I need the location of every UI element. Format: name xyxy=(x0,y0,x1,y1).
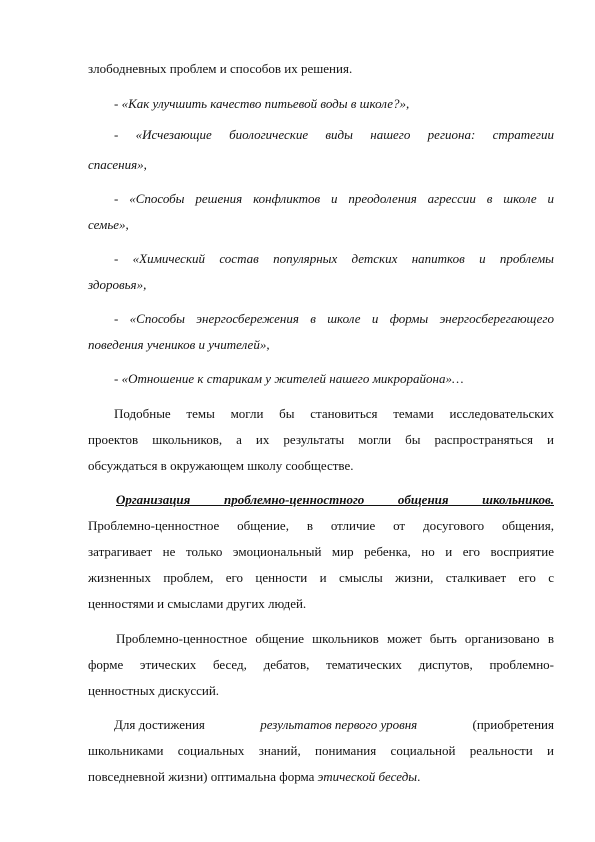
paragraph-line: злободневных проблем и способов их решения. xyxy=(88,61,353,76)
paragraph-line: проектов школьников, а их результаты могли бы распространяться и xyxy=(88,432,554,447)
paragraph-line: Проблемно-ценностное общение, в отличие от досугового общения, xyxy=(88,518,554,533)
topic-list-item-continuation: здоровья», xyxy=(88,277,147,292)
text-run: Для достижения xyxy=(114,717,205,732)
paragraph-line: форме этических бесед, дебатов, тематических диспутов, проблемно- xyxy=(88,657,554,672)
topic-list-item: - «Как улучшить качество питьевой воды в школе?», xyxy=(114,96,410,111)
topic-list-item: - «Способы решения конфликтов и преодоления агрессии в школе и xyxy=(114,191,554,206)
paragraph-line: школьниками социальных знаний, понимания социальной реальности и xyxy=(88,743,554,758)
paragraph-line xyxy=(114,717,554,733)
topic-list-item: - «Отношение к старикам у жителей нашего микрорайона»… xyxy=(114,371,464,386)
paragraph-line: Подобные темы могли бы становиться темами исследовательских xyxy=(114,406,554,421)
topic-list-item: - «Химический состав популярных детских напитков и проблемы xyxy=(114,251,554,266)
topic-list-item-continuation: семье», xyxy=(88,217,129,232)
paragraph-line xyxy=(88,769,554,785)
paragraph-line: ценностями и смыслами других людей. xyxy=(88,596,307,611)
topic-list-item-continuation: спасения», xyxy=(88,157,147,172)
topic-list-item: - «Способы энергосбережения в школе и формы энергосберегающего xyxy=(114,311,554,326)
paragraph-line: затрагивает не только эмоциональный мир ребенка, но и его восприятие xyxy=(88,544,554,559)
text-run: . xyxy=(417,769,421,784)
topic-list-item-continuation: поведения учеников и учителей», xyxy=(88,337,270,352)
section-heading: Организация проблемно-ценностного общения школьников. xyxy=(116,492,554,507)
paragraph-line: обсуждаться в окружающем школу сообществе. xyxy=(88,458,354,473)
paragraph-line: жизненных проблем, его ценности и смыслы жизни, сталкивает его с xyxy=(88,570,554,585)
text-run: (приобретения xyxy=(472,717,554,732)
emphasis-text: этической беседы xyxy=(317,769,418,784)
paragraph-line: Проблемно-ценностное общение школьников может быть организовано в xyxy=(116,631,554,646)
paragraph-line: ценностных дискуссий. xyxy=(88,683,220,698)
topic-list-item: - «Исчезающие биологические виды нашего региона: стратегии xyxy=(114,127,554,142)
emphasis-text: результатов первого уровня xyxy=(260,717,418,732)
text-run: повседневной жизни) оптимальна форма xyxy=(88,769,315,784)
